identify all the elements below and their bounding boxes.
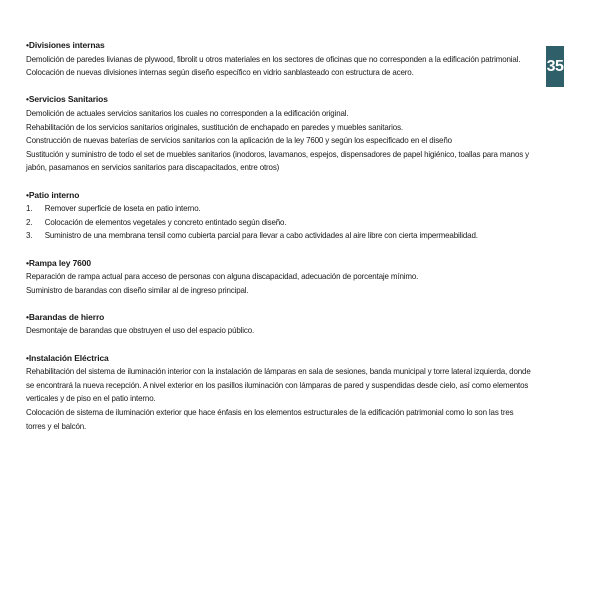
paragraph: Reparación de rampa actual para acceso de personas con alguna discapacidad, adecuación de porcentaje mínimo. — [26, 272, 419, 282]
list-item — [26, 229, 533, 243]
section-heading: •Divisiones internas — [26, 40, 105, 50]
section-heading: •Instalación Eléctrica — [26, 352, 109, 363]
section-heading: •Rampa ley 7600 — [26, 257, 92, 268]
page-number-badge: 35 — [546, 46, 564, 87]
section-rampa-ley-7600 — [26, 257, 533, 298]
paragraph: Colocación de sistema de iluminación exterior que hace énfasis en los elementos estructurales de la edificación patrimonial como lo son las tres torres y el balcón. — [26, 408, 514, 431]
section-instalacion-electrica — [26, 352, 533, 434]
list-number: 3. — [26, 231, 33, 241]
section-heading: •Servicios Sanitarios — [26, 94, 108, 105]
paragraph: Demolición de actuales servicios sanitarios los cuales no corresponden a la edificación original. — [26, 108, 349, 118]
paragraph: Colocación de nuevas divisiones internas según diseño específico en vidrio sanblasteado con estructura de acero. — [26, 68, 414, 78]
section-servicios-sanitarios — [26, 93, 533, 175]
section-barandas-de-hierro — [26, 311, 533, 338]
section-heading: •Barandas de hierro — [26, 311, 105, 322]
section-heading: •Patio interno — [26, 189, 80, 200]
numbered-list — [26, 202, 533, 243]
list-item — [26, 202, 533, 216]
paragraph: Suministro de barandas con diseño similar al de ingreso principal. — [26, 285, 249, 295]
paragraph: Construcción de nuevas baterías de servicios sanitarios con la aplicación de la ley 7600 y según los especificado en el diseño — [26, 136, 452, 146]
list-item-text: Remover superficie de loseta en patio interno. — [44, 204, 201, 214]
paragraph: Sustitución y suministro de todo el set de muebles sanitarios (inodoros, lavamanos, espejos, dispensadores de papel higiénico, toallas para manos y jabón, pasamanos en servicios sanitarios para discapacitados, entre otros) — [26, 149, 529, 173]
section-patio-interno — [26, 189, 533, 243]
paragraph: Demolición de paredes livianas de plywood, fibrolit u otros materiales en los sectores de oficinas que no corresponden a la edificación patrimonial. — [26, 54, 521, 64]
document-body — [26, 39, 533, 447]
paragraph: Desmontaje de barandas que obstruyen el uso del espacio público. — [26, 326, 255, 336]
section-divisiones-internas — [26, 39, 533, 80]
list-number: 1. — [26, 204, 33, 214]
paragraph: Rehabilitación del sistema de iluminación interior con la instalación de lámparas en sala de sesiones, banda municipal y torre lateral izquierda, donde se encontrará la nueva recepción. A nivel exterior en los pasillos iluminación con lámparas de pared y suspendidas desde cielo, así como elementos verticales y de piso en el patio interno. — [26, 367, 531, 404]
list-item — [26, 216, 533, 230]
list-number: 2. — [26, 217, 33, 227]
paragraph: Rehabilitación de los servicios sanitarios originales, sustitución de enchapado en paredes y muebles sanitarios. — [26, 122, 403, 132]
list-item-text: Suministro de una membrana tensil como cubierta parcial para llevar a cabo actividades al aire libre con cierta impermeabilidad. — [44, 231, 478, 241]
list-item-text: Colocación de elementos vegetales y concreto entintado según diseño. — [44, 217, 287, 227]
